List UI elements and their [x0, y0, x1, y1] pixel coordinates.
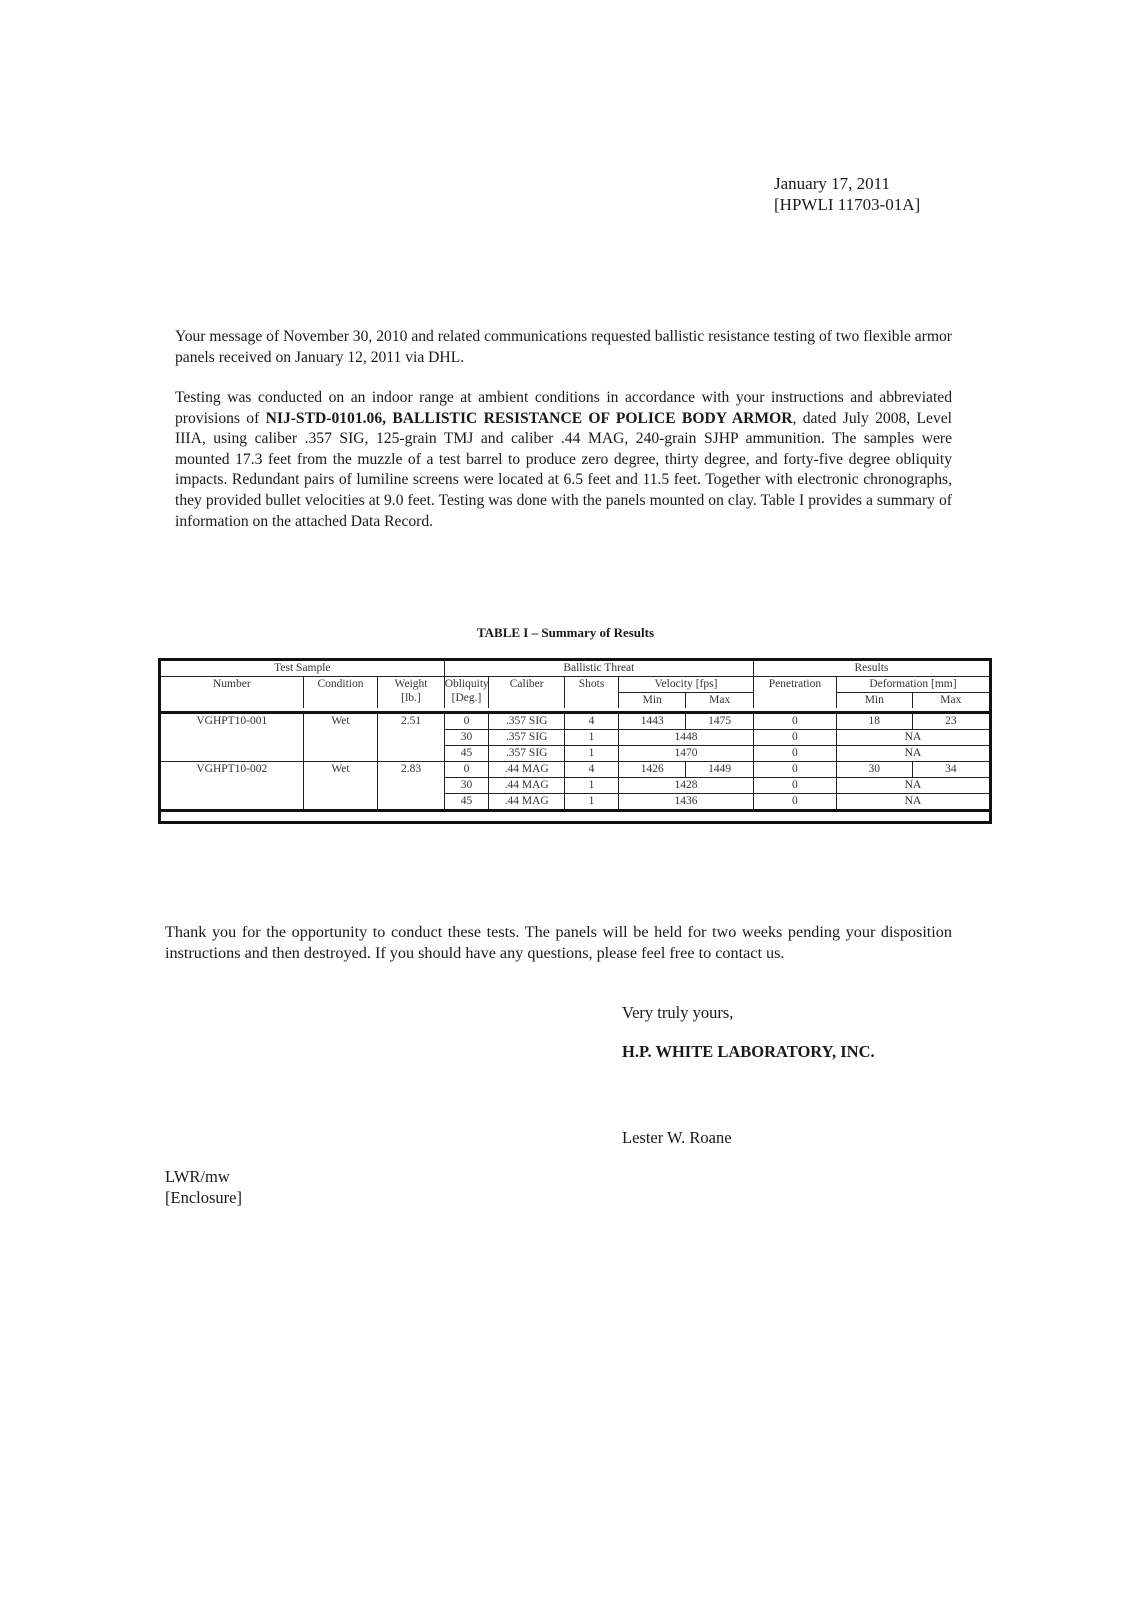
sample-weight: 2.51 [378, 713, 444, 762]
header-deformation-max: Max [940, 694, 962, 706]
table-group-header [161, 661, 989, 677]
table-footer-row [161, 811, 989, 828]
header-weight-unit: [lb.] [401, 692, 421, 704]
intro-paragraph: Your message of November 30, 2010 and related communications requested ballistic resistance testing of two flexible armor panels received on January 12, 2011 via DHL. [175, 328, 952, 366]
cell-caliber: .44 MAG [489, 762, 565, 778]
header-penetration: Penetration [753, 677, 836, 709]
footer-block [165, 1166, 242, 1208]
header-weight-label: Weight [394, 678, 428, 690]
header-obliquity [444, 677, 489, 709]
group-ballistic-threat: Ballistic Threat [444, 661, 753, 677]
cell-caliber: .357 SIG [489, 713, 565, 730]
testing-text-1: Testing was conducted on an indoor range at ambient conditions in accordance with your instructions and abbreviated provisions of [175, 389, 952, 427]
cell-obliquity: 30 [444, 778, 489, 794]
cell-velocity-max: 1475 [686, 713, 754, 730]
letter-date: January 17, 2011 [774, 174, 890, 193]
testing-paragraph [175, 388, 952, 532]
firm-name: H.P. WHITE LABORATORY, INC. [622, 1042, 875, 1061]
cell-deformation: NA [836, 730, 989, 746]
testing-text-2: , dated July 2008, Level IIIA, using caliber .357 SIG, 125-grain TMJ and caliber .44 MAG, 240-grain SJHP ammunition. The samples were mounted 17.3 feet from the muzzle of a test barrel to produce zero degree, thirty degree, and forty-five degree obliquity impacts. Redundant pairs of lumiline screens were located at 6.5 feet and 11.5 feet. Together with electronic chronographs, they provided bullet velocities at 9.0 feet. Testing was done with the panels mounted on clay. Table I provides a summary of information on the attached Data Record. [175, 409, 952, 530]
header-velocity-max: Max [686, 693, 754, 709]
cell-caliber: .44 MAG [489, 794, 565, 811]
cell-obliquity: 45 [444, 794, 489, 811]
cell-deformation-min: 18 [836, 713, 912, 730]
header-deformation: Deformation [mm] [836, 677, 989, 693]
table-title: TABLE I – Summary of Results [476, 625, 655, 640]
cell-deformation: NA [904, 795, 922, 807]
cell-deformation: NA [836, 746, 989, 762]
group-test-sample: Test Sample [161, 661, 444, 677]
cell-shots: 1 [565, 778, 619, 794]
sample-condition: Wet [303, 713, 378, 762]
cell-penetration: 0 [753, 746, 836, 762]
cell-caliber: .357 SIG [489, 746, 565, 762]
typist-initials: LWR/mw [165, 1167, 230, 1186]
sample-number: VGHPT10-002 [161, 762, 303, 811]
cell-obliquity: 45 [444, 746, 489, 762]
cell-penetration: 0 [753, 730, 836, 746]
cell-deformation: NA [836, 778, 989, 794]
cell-deformation-min: 30 [836, 762, 912, 778]
group-results: Results [753, 661, 989, 677]
table-row [161, 713, 989, 730]
cell-deformation-max: 23 [912, 713, 989, 730]
results-table-frame [158, 658, 992, 824]
header-caliber: Caliber [489, 677, 565, 709]
cell-velocity: 1428 [619, 778, 754, 794]
cell-penetration: 0 [753, 778, 836, 794]
header-deformation-min: Min [836, 693, 912, 709]
sample-condition: Wet [303, 762, 378, 811]
cell-shots: 1 [565, 794, 619, 811]
header-obliquity-unit: [Deg.] [451, 692, 482, 704]
cell-caliber: .357 SIG [489, 730, 565, 746]
sample-number: VGHPT10-001 [161, 713, 303, 762]
cell-shots: 4 [565, 713, 619, 730]
header-number: Number [161, 677, 303, 709]
table-row [161, 762, 989, 778]
header-obliquity-label: Obliquity [444, 678, 489, 690]
table-column-header [161, 677, 989, 693]
cell-velocity-min: 1426 [619, 762, 686, 778]
cell-penetration: 0 [753, 762, 836, 778]
cell-caliber: .44 MAG [489, 778, 565, 794]
results-table [161, 661, 989, 827]
cell-obliquity: 30 [444, 730, 489, 746]
cell-velocity-min: 1443 [619, 713, 686, 730]
date-block [774, 173, 920, 215]
cell-penetration: 0 [753, 794, 836, 811]
reference-number: [HPWLI 11703-01A] [774, 195, 921, 214]
header-condition: Condition [303, 677, 378, 709]
enclosure-note: [Enclosure] [165, 1188, 242, 1207]
closing-paragraph: Thank you for the opportunity to conduct these tests. The panels will be held for two weeks pending your disposition instructions and then destroyed. If you should have any questions, please feel free to contact us. [165, 923, 952, 962]
cell-shots: 4 [565, 762, 619, 778]
standard-name: NIJ-STD-0101.06, BALLISTIC RESISTANCE OF POLICE BODY ARMOR [265, 409, 793, 427]
sample-weight: 2.83 [378, 762, 444, 811]
cell-velocity-max: 1449 [686, 762, 754, 778]
cell-shots: 1 [565, 730, 619, 746]
cell-obliquity: 0 [444, 762, 489, 778]
cell-deformation-max: 34 [912, 762, 989, 778]
cell-shots: 1 [565, 746, 619, 762]
cell-velocity: 1436 [619, 794, 754, 811]
cell-velocity: 1448 [619, 730, 754, 746]
header-velocity: Velocity [fps] [619, 677, 754, 693]
cell-velocity: 1470 [619, 746, 754, 762]
salutation: Very truly yours, [622, 1003, 734, 1022]
signatory-name: Lester W. Roane [622, 1128, 732, 1147]
header-shots: Shots [565, 677, 619, 709]
header-weight [378, 677, 444, 709]
header-velocity-min: Min [619, 693, 686, 709]
cell-obliquity: 0 [444, 713, 489, 730]
cell-penetration: 0 [753, 713, 836, 730]
